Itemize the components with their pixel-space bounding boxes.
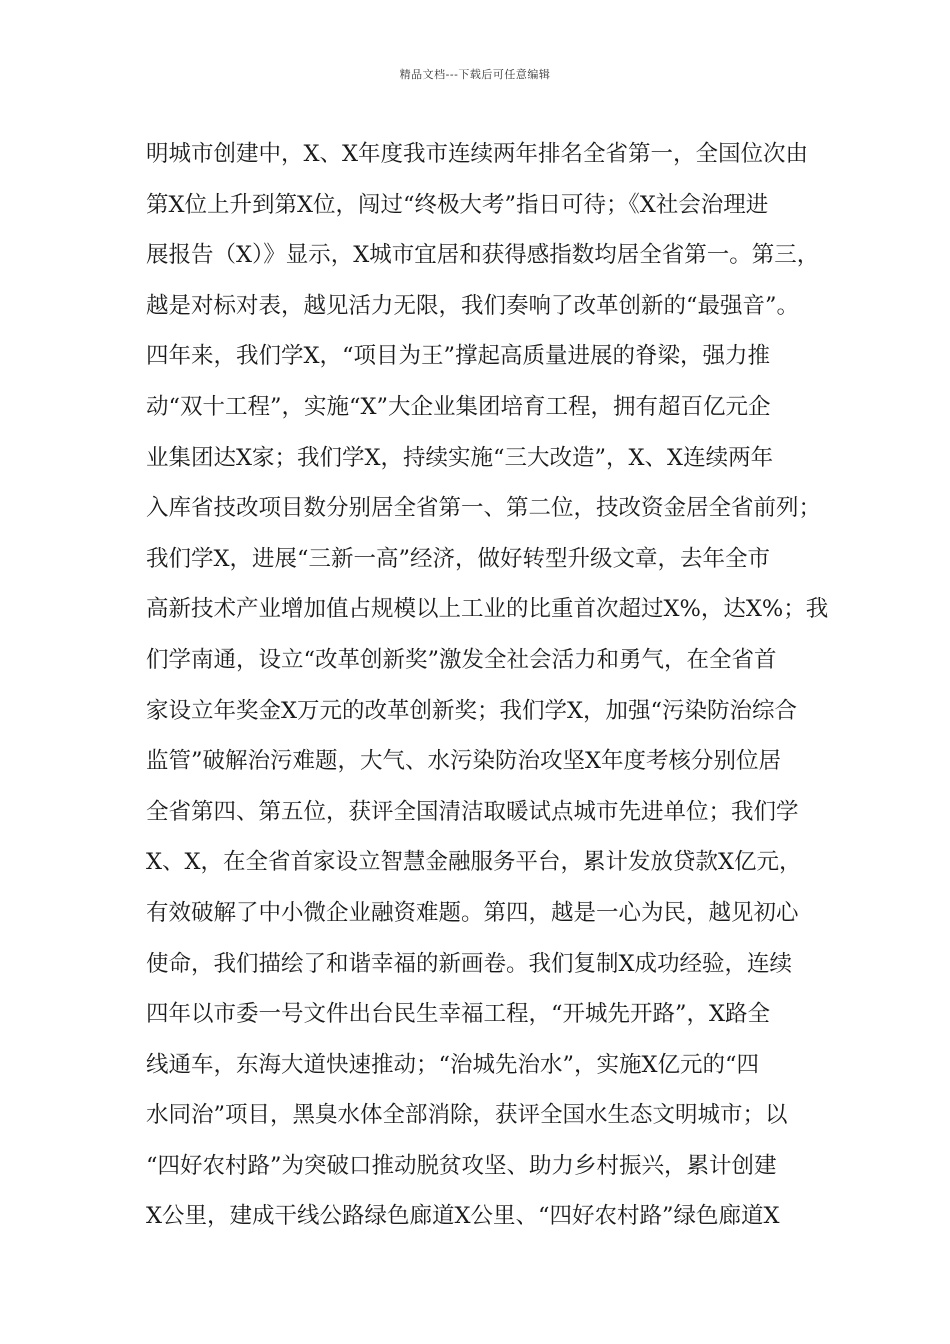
body-text: [146, 136, 829, 1249]
text-line: 高新技术产业增加值占规模以上工业的比重首次超过X%，达X%；我: [146, 596, 829, 623]
text-line: 展报告（X）》显示，X城市宜居和获得感指数均居全省第一。第三，: [146, 242, 820, 269]
text-line: X、X，在全省首家设立智慧金融服务平台，累计发放贷款X亿元，: [146, 849, 802, 876]
text-line: “四好农村路”为突破口推动脱贫攻坚、助力乡村振兴，累计创建: [146, 1152, 777, 1179]
text-line: 监管”破解治污难题，大气、水污染防治攻坚X年度考核分别位居: [146, 748, 782, 775]
text-line: 有效破解了中小微企业融资难题。第四，越是一心为民，越见初心: [146, 899, 799, 926]
text-line: 全省第四、第五位，获评全国清洁取暖试点城市先进单位；我们学: [146, 798, 799, 825]
text-line: 越是对标对表，越见活力无限，我们奏响了改革创新的“最强音”。: [146, 292, 800, 319]
text-line: 第X位上升到第X位，闯过“终极大考”指日可待；《X社会治理进: [146, 191, 769, 218]
text-line: 线通车，东海大道快速推动；“治城先治水”，实施X亿元的“四: [146, 1051, 760, 1078]
text-line: 我们学X，进展“三新一高”经济，做好转型升级文章，去年全市: [146, 545, 771, 572]
text-line: 四年以市委一号文件出台民生幸福工程，“开城先开路”，X路全: [146, 1001, 771, 1028]
text-line: X公里，建成干线公路绿色廊道X公里、“四好农村路”绿色廊道X: [146, 1203, 780, 1230]
text-line: 使命，我们描绘了和谐幸福的新画卷。我们复制X成功经验，连续: [146, 950, 793, 977]
text-line: 家设立年奖金X万元的改革创新奖；我们学X，加强“污染防治综合: [146, 697, 798, 724]
text-line: 明城市创建中，X、X年度我市连续两年排名全省第一，全国位次由: [146, 141, 809, 167]
text-line: 入库省技改项目数分别居全省第一、第二位，技改资金居全省前列；: [146, 495, 822, 522]
text-line: 四年来，我们学X，“项目为王”撑起高质量进展的脊梁，强力推: [146, 343, 771, 370]
page-header: 精品文档---下载后可任意编辑: [399, 68, 551, 81]
text-line: 水同治”项目，黑臭水体全部消除，获评全国水生态文明城市；以: [146, 1102, 788, 1129]
text-line: 动“双十工程”，实施“X”大企业集团培育工程，拥有超百亿元企: [146, 393, 771, 420]
text-line: 们学南通，设立“改革创新奖”激发全社会活力和勇气，在全省首: [146, 646, 777, 673]
text-line: 业集团达X家；我们学X，持续实施“三大改造”，X、X连续两年: [146, 444, 774, 471]
